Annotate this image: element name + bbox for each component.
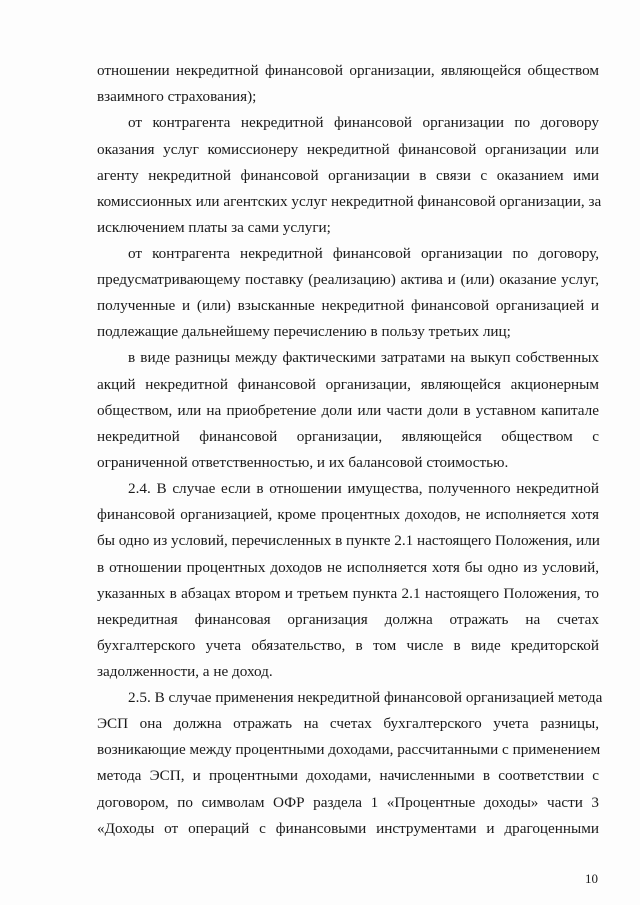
text-line: предусматривающему поставку (реализацию) актива и (или) оказание услуг, xyxy=(97,271,599,288)
text-line: в виде разницы между фактическими затратами на выкуп собственных xyxy=(128,349,599,366)
text-line: 2.4. В случае если в отношении имущества, полученного некредитной xyxy=(128,480,599,497)
text-line: бухгалтерского учета обязательство, в том числе в виде кредиторской xyxy=(97,637,599,654)
text-line: возникающие между процентными доходами, рассчитанными с применением xyxy=(97,741,601,758)
text-line: задолженности, а не доход. xyxy=(97,663,273,680)
text-line: отношении некредитной финансовой организации, являющейся обществом xyxy=(97,62,599,79)
text-line: 2.5. В случае применения некредитной финансовой организацией метода xyxy=(128,689,603,706)
text-line: указанных в абзацах втором и третьем пункта 2.1 настоящего Положения, то xyxy=(97,585,599,602)
text-line: исключением платы за сами услуги; xyxy=(97,219,331,236)
text-line: обществом, или на приобретение доли или части доли в уставном капитале xyxy=(97,402,599,419)
text-line: оказания услуг комиссионеру некредитной финансовой организации или xyxy=(97,141,599,158)
text-line: взаимного страхования); xyxy=(97,88,257,105)
text-line: договором, по символам ОФР раздела 1 «Процентные доходы» части 3 xyxy=(97,794,599,811)
text-line: агенту некредитной финансовой организации в связи с оказанием ими xyxy=(97,167,599,184)
text-line: от контрагента некредитной финансовой организации по договору xyxy=(128,114,599,131)
text-line: «Доходы от операций с финансовыми инструментами и драгоценными xyxy=(97,820,599,837)
text-line: подлежащие дальнейшему перечислению в пользу третьих лиц; xyxy=(97,323,511,340)
text-line: бы одно из условий, перечисленных в пункте 2.1 настоящего Положения, или xyxy=(97,532,600,549)
text-line: акций некредитной финансовой организации, являющейся акционерным xyxy=(97,376,599,393)
page-number: 10 xyxy=(585,871,598,886)
text-line: ограниченной ответственностью, и их балансовой стоимостью. xyxy=(97,454,509,471)
text-line: в отношении процентных доходов не исполняется хотя бы одно из условий, xyxy=(97,559,599,576)
text-line: комиссионных или агентских услуг некредитной финансовой организации, за xyxy=(97,193,602,210)
text-line: некредитной финансовой организации, являющейся обществом с xyxy=(97,428,599,445)
text-line: полученные и (или) взысканные некредитной финансовой организацией и xyxy=(97,297,599,314)
text-line: некредитная финансовая организация должна отражать на счетах xyxy=(97,611,599,628)
text-line: метода ЭСП, и процентными доходами, начисленными в соответствии с xyxy=(97,767,599,784)
text-line: финансовой организацией, кроме процентных доходов, не исполняется хотя xyxy=(97,506,599,523)
text-line: ЭСП она должна отражать на счетах бухгалтерского учета разницы, xyxy=(97,715,599,732)
text-line: от контрагента некредитной финансовой организации по договору, xyxy=(128,245,599,262)
